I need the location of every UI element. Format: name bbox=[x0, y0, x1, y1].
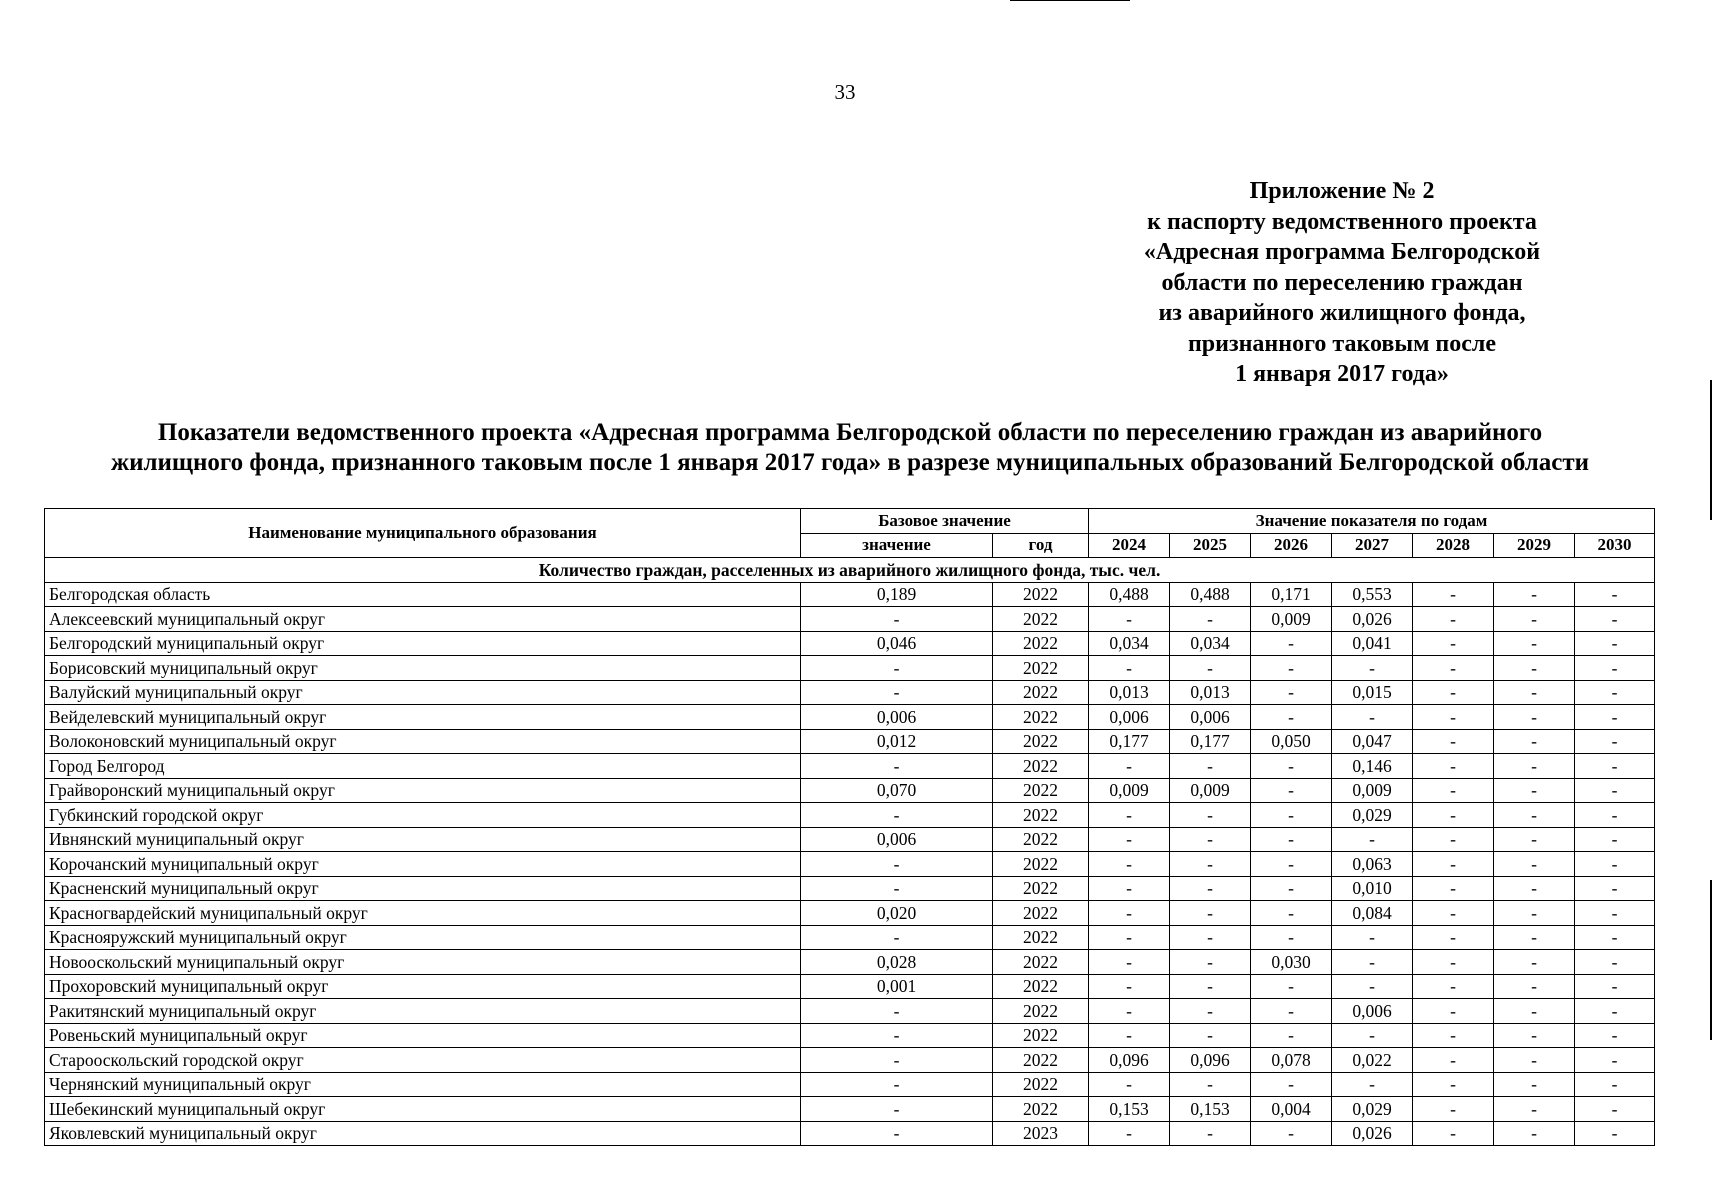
year-value-cell: 0,006 bbox=[1089, 705, 1170, 730]
table-row bbox=[45, 876, 1655, 901]
header-years-group: Значение показателя по годам bbox=[1089, 509, 1655, 534]
year-value-cell: 0,034 bbox=[1170, 631, 1251, 656]
municipality-name: Ровеньский муниципальный округ bbox=[45, 1023, 801, 1048]
year-value-cell: - bbox=[1170, 656, 1251, 681]
year-value-cell: - bbox=[1089, 1023, 1170, 1048]
year-value-cell: 0,096 bbox=[1089, 1048, 1170, 1073]
table-row bbox=[45, 705, 1655, 730]
year-value-cell: 0,084 bbox=[1332, 901, 1413, 926]
year-value-cell: - bbox=[1089, 852, 1170, 877]
year-value-cell: - bbox=[1332, 925, 1413, 950]
base-year-cell: 2022 bbox=[993, 656, 1089, 681]
base-value-cell: - bbox=[801, 607, 993, 632]
year-value-cell: - bbox=[1494, 1121, 1575, 1146]
header-year: 2027 bbox=[1332, 533, 1413, 558]
year-value-cell: - bbox=[1575, 803, 1655, 828]
year-value-cell: - bbox=[1413, 803, 1494, 828]
header-year: 2029 bbox=[1494, 533, 1575, 558]
base-value-cell: - bbox=[801, 754, 993, 779]
year-value-cell: 0,153 bbox=[1089, 1097, 1170, 1122]
indicators-table bbox=[44, 508, 1655, 1146]
municipality-name: Корочанский муниципальный округ bbox=[45, 852, 801, 877]
year-value-cell: - bbox=[1413, 1121, 1494, 1146]
year-value-cell: - bbox=[1413, 631, 1494, 656]
year-value-cell: 0,026 bbox=[1332, 1121, 1413, 1146]
year-value-cell: 0,063 bbox=[1332, 852, 1413, 877]
base-value-cell: - bbox=[801, 876, 993, 901]
table-row bbox=[45, 827, 1655, 852]
municipality-name: Борисовский муниципальный округ bbox=[45, 656, 801, 681]
base-year-cell: 2022 bbox=[993, 1023, 1089, 1048]
year-value-cell: 0,009 bbox=[1251, 607, 1332, 632]
year-value-cell: - bbox=[1089, 1121, 1170, 1146]
scan-edge-line bbox=[1010, 0, 1130, 1]
year-value-cell: - bbox=[1575, 974, 1655, 999]
table-row bbox=[45, 1072, 1655, 1097]
year-value-cell: 0,010 bbox=[1332, 876, 1413, 901]
year-value-cell: - bbox=[1251, 656, 1332, 681]
year-value-cell: - bbox=[1575, 1097, 1655, 1122]
base-year-cell: 2022 bbox=[993, 876, 1089, 901]
header-row-groups bbox=[45, 509, 1655, 534]
year-value-cell: - bbox=[1494, 1097, 1575, 1122]
year-value-cell: - bbox=[1494, 729, 1575, 754]
year-value-cell: - bbox=[1575, 582, 1655, 607]
municipality-name: Вейделевский муниципальный округ bbox=[45, 705, 801, 730]
year-value-cell: - bbox=[1089, 607, 1170, 632]
table-row bbox=[45, 803, 1655, 828]
appendix-line: к паспорту ведомственного проекта bbox=[1147, 208, 1537, 235]
base-year-cell: 2022 bbox=[993, 1048, 1089, 1073]
year-value-cell: - bbox=[1251, 1072, 1332, 1097]
base-value-cell: 0,001 bbox=[801, 974, 993, 999]
year-value-cell: - bbox=[1251, 1023, 1332, 1048]
year-value-cell: - bbox=[1413, 999, 1494, 1024]
year-value-cell: 0,177 bbox=[1089, 729, 1170, 754]
year-value-cell: - bbox=[1575, 607, 1655, 632]
year-value-cell: - bbox=[1494, 950, 1575, 975]
year-value-cell: - bbox=[1575, 680, 1655, 705]
year-value-cell: - bbox=[1332, 1072, 1413, 1097]
year-value-cell: 0,078 bbox=[1251, 1048, 1332, 1073]
base-year-cell: 2022 bbox=[993, 827, 1089, 852]
year-value-cell: - bbox=[1575, 999, 1655, 1024]
year-value-cell: - bbox=[1413, 607, 1494, 632]
year-value-cell: - bbox=[1575, 754, 1655, 779]
year-value-cell: - bbox=[1332, 950, 1413, 975]
year-value-cell: 0,029 bbox=[1332, 1097, 1413, 1122]
base-year-cell: 2022 bbox=[993, 778, 1089, 803]
year-value-cell: - bbox=[1575, 901, 1655, 926]
year-value-cell: - bbox=[1494, 754, 1575, 779]
year-value-cell: - bbox=[1170, 754, 1251, 779]
year-value-cell: - bbox=[1251, 974, 1332, 999]
year-value-cell: 0,488 bbox=[1089, 582, 1170, 607]
year-value-cell: - bbox=[1413, 827, 1494, 852]
year-value-cell: - bbox=[1494, 876, 1575, 901]
appendix-line: Приложение № 2 bbox=[1249, 178, 1435, 204]
header-base-value: значение bbox=[801, 533, 993, 558]
year-value-cell: - bbox=[1413, 582, 1494, 607]
year-value-cell: - bbox=[1494, 852, 1575, 877]
year-value-cell: - bbox=[1494, 827, 1575, 852]
title-line: жилищного фонда, признанного таковым после 1 января 2017 года» в разрезе муниципальных образований Белгородской области bbox=[110, 449, 1590, 476]
year-value-cell: - bbox=[1413, 778, 1494, 803]
base-value-cell: - bbox=[801, 680, 993, 705]
year-value-cell: 0,153 bbox=[1170, 1097, 1251, 1122]
year-value-cell: 0,029 bbox=[1332, 803, 1413, 828]
year-value-cell: - bbox=[1575, 1072, 1655, 1097]
year-value-cell: - bbox=[1170, 1072, 1251, 1097]
header-year: 2030 bbox=[1575, 533, 1655, 558]
year-value-cell: - bbox=[1494, 680, 1575, 705]
year-value-cell: - bbox=[1170, 827, 1251, 852]
title-line: Показатели ведомственного проекта «Адресная программа Белгородской области по переселению граждан из аварийного bbox=[157, 419, 1543, 446]
year-value-cell: - bbox=[1413, 705, 1494, 730]
appendix-line: признанного таковым после bbox=[1187, 330, 1497, 357]
base-year-cell: 2022 bbox=[993, 754, 1089, 779]
year-value-cell: - bbox=[1413, 1097, 1494, 1122]
year-value-cell: 0,004 bbox=[1251, 1097, 1332, 1122]
header-base-group: Базовое значение bbox=[801, 509, 1089, 534]
base-value-cell: 0,020 bbox=[801, 901, 993, 926]
year-value-cell: - bbox=[1575, 1048, 1655, 1073]
year-value-cell: - bbox=[1575, 876, 1655, 901]
year-value-cell: - bbox=[1494, 974, 1575, 999]
year-value-cell: - bbox=[1251, 680, 1332, 705]
year-value-cell: - bbox=[1251, 999, 1332, 1024]
base-value-cell: 0,189 bbox=[801, 582, 993, 607]
year-value-cell: - bbox=[1413, 852, 1494, 877]
year-value-cell: - bbox=[1089, 901, 1170, 926]
year-value-cell: - bbox=[1494, 1023, 1575, 1048]
year-value-cell: 0,041 bbox=[1332, 631, 1413, 656]
year-value-cell: - bbox=[1251, 754, 1332, 779]
year-value-cell: - bbox=[1089, 656, 1170, 681]
year-value-cell: - bbox=[1089, 1072, 1170, 1097]
year-value-cell: - bbox=[1170, 925, 1251, 950]
year-value-cell: - bbox=[1332, 705, 1413, 730]
year-value-cell: - bbox=[1332, 1023, 1413, 1048]
year-value-cell: - bbox=[1170, 803, 1251, 828]
base-year-cell: 2022 bbox=[993, 803, 1089, 828]
base-year-cell: 2022 bbox=[993, 729, 1089, 754]
table-row bbox=[45, 852, 1655, 877]
base-value-cell: - bbox=[801, 1048, 993, 1073]
base-value-cell: - bbox=[801, 999, 993, 1024]
year-value-cell: 0,096 bbox=[1170, 1048, 1251, 1073]
year-value-cell: 0,030 bbox=[1251, 950, 1332, 975]
table-row bbox=[45, 680, 1655, 705]
table-row bbox=[45, 729, 1655, 754]
base-value-cell: 0,006 bbox=[801, 827, 993, 852]
appendix-line: области по переселению граждан bbox=[1161, 269, 1523, 296]
base-year-cell: 2022 bbox=[993, 1072, 1089, 1097]
header-year: 2024 bbox=[1089, 533, 1170, 558]
year-value-cell: - bbox=[1089, 925, 1170, 950]
municipality-name: Белгородский муниципальный округ bbox=[45, 631, 801, 656]
table-row bbox=[45, 925, 1655, 950]
year-value-cell: - bbox=[1413, 656, 1494, 681]
year-value-cell: - bbox=[1089, 827, 1170, 852]
year-value-cell: - bbox=[1251, 876, 1332, 901]
municipality-name: Прохоровский муниципальный округ bbox=[45, 974, 801, 999]
year-value-cell: - bbox=[1089, 974, 1170, 999]
table-row bbox=[45, 607, 1655, 632]
year-value-cell: - bbox=[1575, 705, 1655, 730]
municipality-name: Волоконовский муниципальный округ bbox=[45, 729, 801, 754]
year-value-cell: - bbox=[1413, 729, 1494, 754]
year-value-cell: - bbox=[1494, 631, 1575, 656]
year-value-cell: - bbox=[1413, 1048, 1494, 1073]
year-value-cell: 0,146 bbox=[1332, 754, 1413, 779]
table-body bbox=[45, 558, 1655, 1146]
municipality-name: Красногвардейский муниципальный округ bbox=[45, 901, 801, 926]
year-value-cell: - bbox=[1251, 705, 1332, 730]
document-title bbox=[30, 418, 1670, 478]
year-value-cell: - bbox=[1575, 656, 1655, 681]
table-row bbox=[45, 1023, 1655, 1048]
year-value-cell: - bbox=[1170, 607, 1251, 632]
appendix-line: из аварийного жилищного фонда, bbox=[1158, 300, 1526, 326]
municipality-name: Алексеевский муниципальный округ bbox=[45, 607, 801, 632]
municipality-name: Чернянский муниципальный округ bbox=[45, 1072, 801, 1097]
year-value-cell: - bbox=[1251, 827, 1332, 852]
year-value-cell: - bbox=[1170, 852, 1251, 877]
municipality-name: Валуйский муниципальный округ bbox=[45, 680, 801, 705]
header-year: 2025 bbox=[1170, 533, 1251, 558]
year-value-cell: - bbox=[1251, 901, 1332, 926]
year-value-cell: - bbox=[1575, 1023, 1655, 1048]
base-value-cell: - bbox=[801, 803, 993, 828]
table-row bbox=[45, 1097, 1655, 1122]
table-row bbox=[45, 901, 1655, 926]
base-value-cell: - bbox=[801, 656, 993, 681]
table-row bbox=[45, 950, 1655, 975]
year-value-cell: 0,013 bbox=[1170, 680, 1251, 705]
year-value-cell: - bbox=[1170, 950, 1251, 975]
municipality-name: Красненский муниципальный округ bbox=[45, 876, 801, 901]
year-value-cell: - bbox=[1089, 754, 1170, 779]
base-value-cell: - bbox=[801, 1023, 993, 1048]
year-value-cell: - bbox=[1251, 925, 1332, 950]
year-value-cell: - bbox=[1413, 1072, 1494, 1097]
base-year-cell: 2022 bbox=[993, 607, 1089, 632]
table-row bbox=[45, 1048, 1655, 1073]
year-value-cell: - bbox=[1170, 1121, 1251, 1146]
base-value-cell: 0,028 bbox=[801, 950, 993, 975]
year-value-cell: - bbox=[1413, 901, 1494, 926]
municipality-name: Ракитянский муниципальный округ bbox=[45, 999, 801, 1024]
year-value-cell: - bbox=[1575, 827, 1655, 852]
base-value-cell: 0,046 bbox=[801, 631, 993, 656]
base-year-cell: 2022 bbox=[993, 999, 1089, 1024]
year-value-cell: - bbox=[1170, 901, 1251, 926]
table-row bbox=[45, 974, 1655, 999]
year-value-cell: - bbox=[1575, 631, 1655, 656]
year-value-cell: - bbox=[1251, 1121, 1332, 1146]
base-value-cell: 0,070 bbox=[801, 778, 993, 803]
base-value-cell: - bbox=[801, 925, 993, 950]
page-number: 33 bbox=[834, 80, 856, 104]
year-value-cell: - bbox=[1575, 778, 1655, 803]
municipality-name: Новооскольский муниципальный округ bbox=[45, 950, 801, 975]
table-row bbox=[45, 754, 1655, 779]
year-value-cell: - bbox=[1251, 631, 1332, 656]
table-row bbox=[45, 1121, 1655, 1146]
table-row bbox=[45, 778, 1655, 803]
year-value-cell: - bbox=[1170, 974, 1251, 999]
appendix-header bbox=[1072, 176, 1612, 390]
year-value-cell: - bbox=[1575, 1121, 1655, 1146]
municipality-name: Грайворонский муниципальный округ bbox=[45, 778, 801, 803]
municipality-name: Белгородская область bbox=[45, 582, 801, 607]
table-row bbox=[45, 999, 1655, 1024]
section-title: Количество граждан, расселенных из аварийного жилищного фонда, тыс. чел. bbox=[45, 558, 1655, 583]
municipality-name: Ивнянский муниципальный округ bbox=[45, 827, 801, 852]
year-value-cell: 0,009 bbox=[1170, 778, 1251, 803]
year-value-cell: - bbox=[1494, 1072, 1575, 1097]
base-year-cell: 2022 bbox=[993, 950, 1089, 975]
header-year: 2026 bbox=[1251, 533, 1332, 558]
year-value-cell: 0,015 bbox=[1332, 680, 1413, 705]
year-value-cell: - bbox=[1494, 1048, 1575, 1073]
base-year-cell: 2022 bbox=[993, 852, 1089, 877]
header-base-year: год bbox=[993, 533, 1089, 558]
year-value-cell: - bbox=[1413, 754, 1494, 779]
year-value-cell: - bbox=[1251, 778, 1332, 803]
year-value-cell: - bbox=[1332, 656, 1413, 681]
base-value-cell: - bbox=[801, 852, 993, 877]
base-year-cell: 2022 bbox=[993, 1097, 1089, 1122]
year-value-cell: 0,009 bbox=[1332, 778, 1413, 803]
base-year-cell: 2022 bbox=[993, 901, 1089, 926]
base-year-cell: 2022 bbox=[993, 631, 1089, 656]
year-value-cell: - bbox=[1413, 680, 1494, 705]
year-value-cell: 0,177 bbox=[1170, 729, 1251, 754]
table-row bbox=[45, 631, 1655, 656]
year-value-cell: - bbox=[1413, 974, 1494, 999]
year-value-cell: - bbox=[1494, 656, 1575, 681]
header-municipality-name: Наименование муниципального образования bbox=[45, 509, 801, 558]
year-value-cell: 0,034 bbox=[1089, 631, 1170, 656]
year-value-cell: - bbox=[1170, 876, 1251, 901]
base-year-cell: 2022 bbox=[993, 705, 1089, 730]
year-value-cell: 0,488 bbox=[1170, 582, 1251, 607]
year-value-cell: - bbox=[1089, 999, 1170, 1024]
base-value-cell: - bbox=[801, 1121, 993, 1146]
base-year-cell: 2022 bbox=[993, 925, 1089, 950]
municipality-name: Губкинский городской округ bbox=[45, 803, 801, 828]
municipality-name: Яковлевский муниципальный округ bbox=[45, 1121, 801, 1146]
year-value-cell: 0,006 bbox=[1332, 999, 1413, 1024]
base-value-cell: 0,012 bbox=[801, 729, 993, 754]
base-year-cell: 2023 bbox=[993, 1121, 1089, 1146]
base-value-cell: - bbox=[801, 1097, 993, 1122]
year-value-cell: - bbox=[1251, 803, 1332, 828]
scan-edge-line bbox=[1710, 380, 1712, 520]
year-value-cell: - bbox=[1575, 950, 1655, 975]
year-value-cell: - bbox=[1251, 852, 1332, 877]
base-year-cell: 2022 bbox=[993, 680, 1089, 705]
year-value-cell: - bbox=[1332, 827, 1413, 852]
year-value-cell: - bbox=[1170, 1023, 1251, 1048]
year-value-cell: - bbox=[1170, 999, 1251, 1024]
year-value-cell: 0,022 bbox=[1332, 1048, 1413, 1073]
base-year-cell: 2022 bbox=[993, 582, 1089, 607]
table-row bbox=[45, 582, 1655, 607]
year-value-cell: 0,553 bbox=[1332, 582, 1413, 607]
year-value-cell: - bbox=[1413, 925, 1494, 950]
year-value-cell: 0,026 bbox=[1332, 607, 1413, 632]
year-value-cell: 0,171 bbox=[1251, 582, 1332, 607]
year-value-cell: - bbox=[1089, 950, 1170, 975]
base-value-cell: - bbox=[801, 1072, 993, 1097]
municipality-name: Шебекинский муниципальный округ bbox=[45, 1097, 801, 1122]
year-value-cell: - bbox=[1494, 582, 1575, 607]
municipality-name: Старооскольский городской округ bbox=[45, 1048, 801, 1073]
year-value-cell: - bbox=[1089, 876, 1170, 901]
year-value-cell: - bbox=[1575, 852, 1655, 877]
year-value-cell: 0,009 bbox=[1089, 778, 1170, 803]
appendix-line: «Адресная программа Белгородской bbox=[1143, 239, 1541, 265]
year-value-cell: - bbox=[1413, 1023, 1494, 1048]
table-row bbox=[45, 656, 1655, 681]
year-value-cell: - bbox=[1494, 803, 1575, 828]
year-value-cell: - bbox=[1494, 925, 1575, 950]
base-value-cell: 0,006 bbox=[801, 705, 993, 730]
year-value-cell: - bbox=[1413, 950, 1494, 975]
year-value-cell: 0,047 bbox=[1332, 729, 1413, 754]
header-year: 2028 bbox=[1413, 533, 1494, 558]
municipality-name: Краснояружский муниципальный округ bbox=[45, 925, 801, 950]
year-value-cell: 0,050 bbox=[1251, 729, 1332, 754]
year-value-cell: 0,013 bbox=[1089, 680, 1170, 705]
year-value-cell: - bbox=[1494, 901, 1575, 926]
year-value-cell: - bbox=[1494, 778, 1575, 803]
appendix-line: 1 января 2017 года» bbox=[1235, 361, 1449, 387]
scan-edge-line bbox=[1710, 880, 1712, 1040]
year-value-cell: - bbox=[1089, 803, 1170, 828]
year-value-cell: - bbox=[1494, 607, 1575, 632]
year-value-cell: - bbox=[1413, 876, 1494, 901]
year-value-cell: - bbox=[1575, 729, 1655, 754]
section-row bbox=[45, 558, 1655, 583]
year-value-cell: - bbox=[1494, 705, 1575, 730]
base-year-cell: 2022 bbox=[993, 974, 1089, 999]
year-value-cell: - bbox=[1575, 925, 1655, 950]
municipality-name: Город Белгород bbox=[45, 754, 801, 779]
year-value-cell: - bbox=[1332, 974, 1413, 999]
year-value-cell: - bbox=[1494, 999, 1575, 1024]
year-value-cell: 0,006 bbox=[1170, 705, 1251, 730]
